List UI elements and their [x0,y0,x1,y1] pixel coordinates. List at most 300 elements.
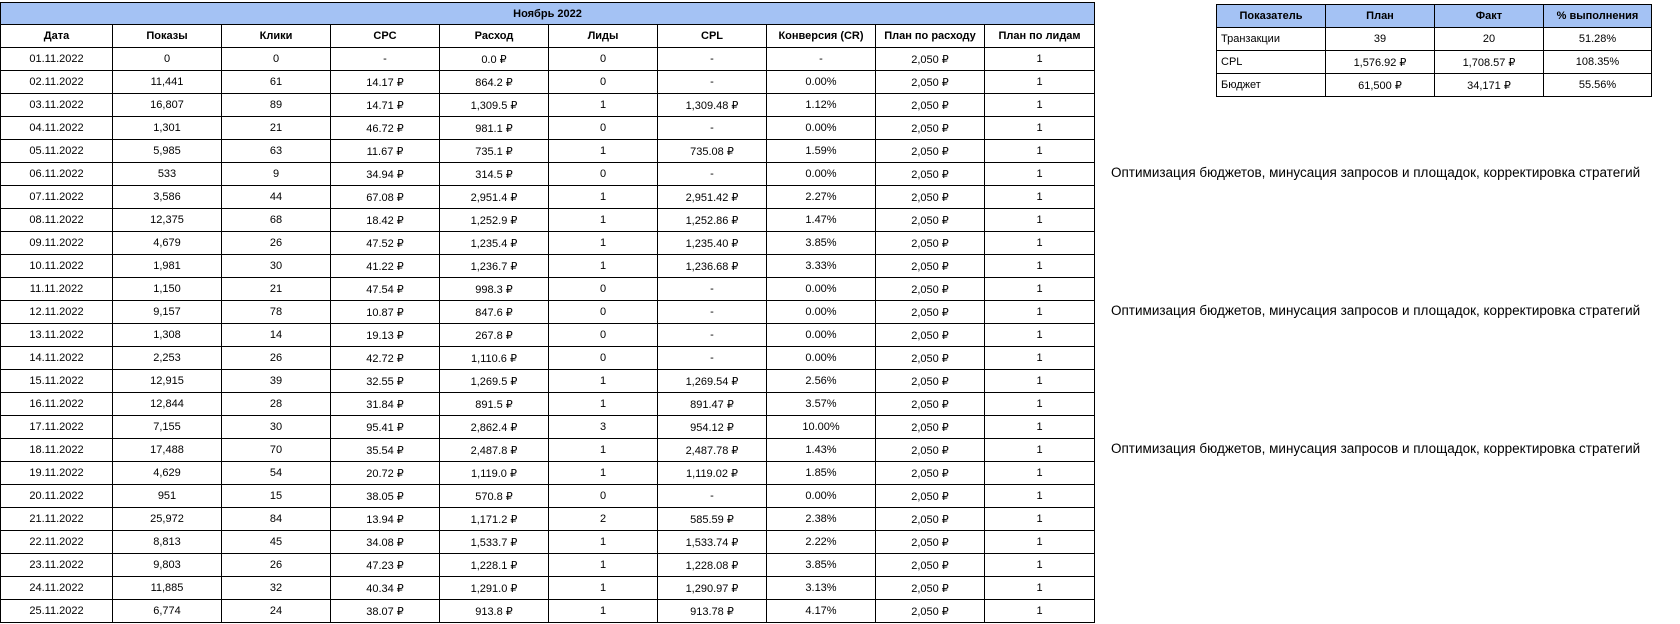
table-cell[interactable]: 1 [549,255,658,278]
table-cell[interactable]: 981.1 ₽ [440,117,549,140]
table-cell[interactable]: 4.17% [767,600,876,623]
table-cell[interactable]: 1,228.1 ₽ [440,554,549,577]
table-cell[interactable]: 1 [985,485,1095,508]
table-cell[interactable]: 1 [985,278,1095,301]
table-cell[interactable]: 1 [549,370,658,393]
table-cell[interactable]: 12,844 [113,393,222,416]
table-cell[interactable]: 25.11.2022 [1,600,113,623]
table-cell[interactable]: 41.22 ₽ [331,255,440,278]
table-cell[interactable]: 24.11.2022 [1,577,113,600]
table-cell[interactable]: 1,171.2 ₽ [440,508,549,531]
table-cell[interactable]: 45 [222,531,331,554]
table-cell[interactable]: 1 [985,117,1095,140]
table-cell[interactable]: 1 [985,347,1095,370]
table-cell[interactable]: - [658,278,767,301]
table-cell[interactable]: 18.11.2022 [1,439,113,462]
table-cell[interactable]: 89 [222,94,331,117]
table-cell[interactable]: 1 [549,186,658,209]
column-header[interactable]: Лиды [549,25,658,48]
table-row [1,209,1095,232]
table-cell[interactable]: 1,252.9 ₽ [440,209,549,232]
kpi-column-header[interactable]: Показатель [1217,5,1326,28]
table-cell[interactable]: 533 [113,163,222,186]
table-cell[interactable]: 2,050 ₽ [876,163,985,186]
table-cell[interactable]: 1 [985,71,1095,94]
table-cell[interactable]: 10.11.2022 [1,255,113,278]
table-cell[interactable]: 31.84 ₽ [331,393,440,416]
table-cell[interactable]: 1 [985,508,1095,531]
table-cell[interactable]: 2,050 ₽ [876,48,985,71]
table-cell[interactable]: - [767,48,876,71]
table-cell[interactable]: 30 [222,416,331,439]
table-cell[interactable]: 15 [222,485,331,508]
table-cell[interactable]: 0 [549,71,658,94]
table-cell[interactable]: 8,813 [113,531,222,554]
table-cell[interactable]: 1,235.4 ₽ [440,232,549,255]
table-cell[interactable]: 2.27% [767,186,876,209]
table-cell[interactable]: 11.11.2022 [1,278,113,301]
table-cell[interactable]: 84 [222,508,331,531]
table-cell[interactable]: 1.47% [767,209,876,232]
comment-note[interactable]: Оптимизация бюджетов, минусация запросов и площадок, корректировка стратегий [1111,164,1641,180]
table-cell[interactable]: 1 [985,531,1095,554]
table-cell[interactable]: 1,981 [113,255,222,278]
table-cell[interactable]: 954.12 ₽ [658,416,767,439]
table-cell[interactable]: 2,050 ₽ [876,577,985,600]
table-cell[interactable]: 12.11.2022 [1,301,113,324]
table-cell[interactable]: 2,050 ₽ [876,186,985,209]
kpi-cell[interactable]: CPL [1217,51,1326,74]
table-cell[interactable]: - [331,48,440,71]
column-header[interactable]: Клики [222,25,331,48]
table-cell[interactable]: 1 [985,393,1095,416]
table-cell[interactable]: 891.47 ₽ [658,393,767,416]
table-cell[interactable]: 913.78 ₽ [658,600,767,623]
table-cell[interactable]: 1 [985,462,1095,485]
table-cell[interactable]: 13.11.2022 [1,324,113,347]
kpi-cell[interactable]: 1,708.57 ₽ [1435,51,1544,74]
table-cell[interactable]: 3.57% [767,393,876,416]
table-cell[interactable]: 2,862.4 ₽ [440,416,549,439]
table-cell[interactable]: 16,807 [113,94,222,117]
table-cell[interactable]: 01.11.2022 [1,48,113,71]
table-cell[interactable]: 2,050 ₽ [876,600,985,623]
kpi-header-row [1217,5,1652,28]
table-cell[interactable]: 2,050 ₽ [876,416,985,439]
column-header[interactable]: План по расходу [876,25,985,48]
table-cell[interactable]: 2,050 ₽ [876,554,985,577]
table-cell[interactable]: 1 [985,370,1095,393]
table-cell[interactable]: 95.41 ₽ [331,416,440,439]
table-cell[interactable]: 1 [549,439,658,462]
table-cell[interactable]: 70 [222,439,331,462]
table-cell[interactable]: 1,309.5 ₽ [440,94,549,117]
table-cell[interactable]: 1,150 [113,278,222,301]
column-header[interactable]: Расход [440,25,549,48]
kpi-cell[interactable]: 20 [1435,28,1544,51]
table-cell[interactable]: 998.3 ₽ [440,278,549,301]
kpi-cell[interactable]: 55.56% [1544,74,1652,97]
table-cell[interactable]: 47.54 ₽ [331,278,440,301]
table-cell[interactable]: 2,951.42 ₽ [658,186,767,209]
table-cell[interactable]: 2,050 ₽ [876,209,985,232]
table-cell[interactable]: 2,487.8 ₽ [440,439,549,462]
table-cell[interactable]: 864.2 ₽ [440,71,549,94]
table-cell[interactable]: 12,375 [113,209,222,232]
table-cell[interactable]: 735.08 ₽ [658,140,767,163]
table-cell[interactable]: 1 [549,94,658,117]
table-cell[interactable]: 20.11.2022 [1,485,113,508]
table-cell[interactable]: 0.0 ₽ [440,48,549,71]
table-cell[interactable]: 314.5 ₽ [440,163,549,186]
table-cell[interactable]: 34.94 ₽ [331,163,440,186]
table-cell[interactable]: 14.71 ₽ [331,94,440,117]
table-cell[interactable]: 4,679 [113,232,222,255]
table-cell[interactable]: 09.11.2022 [1,232,113,255]
table-cell[interactable]: 1 [549,600,658,623]
table-cell[interactable]: 03.11.2022 [1,94,113,117]
table-cell[interactable]: 47.23 ₽ [331,554,440,577]
table-row [1,301,1095,324]
table-cell[interactable]: 6,774 [113,600,222,623]
table-cell[interactable]: 1 [985,232,1095,255]
kpi-cell[interactable]: 39 [1326,28,1435,51]
comment-note[interactable]: Оптимизация бюджетов, минусация запросов и площадок, корректировка стратегий [1111,440,1641,456]
table-cell[interactable]: 07.11.2022 [1,186,113,209]
table-cell[interactable]: 54 [222,462,331,485]
table-cell[interactable]: 9,803 [113,554,222,577]
kpi-column-header[interactable]: % выполнения [1544,5,1652,28]
table-cell[interactable]: 08.11.2022 [1,209,113,232]
table-cell[interactable]: 1 [549,577,658,600]
column-header[interactable]: CPL [658,25,767,48]
table-cell[interactable]: 2,050 ₽ [876,324,985,347]
table-cell[interactable]: 1 [549,531,658,554]
table-cell[interactable]: 0.00% [767,278,876,301]
kpi-cell[interactable]: 108.35% [1544,51,1652,74]
table-cell[interactable]: 2,050 ₽ [876,393,985,416]
table-cell[interactable]: 1,533.7 ₽ [440,531,549,554]
table-cell[interactable]: 1,309.48 ₽ [658,94,767,117]
table-cell[interactable]: 1,235.40 ₽ [658,232,767,255]
table-cell[interactable]: 1,533.74 ₽ [658,531,767,554]
table-cell[interactable]: 17,488 [113,439,222,462]
table-cell[interactable]: 10.87 ₽ [331,301,440,324]
column-header[interactable]: План по лидам [985,25,1095,48]
table-cell[interactable]: 14 [222,324,331,347]
table-cell[interactable]: 11,885 [113,577,222,600]
kpi-row [1217,28,1652,51]
kpi-column-header[interactable]: Факт [1435,5,1544,28]
table-cell[interactable]: 1 [985,324,1095,347]
table-cell[interactable]: 1.43% [767,439,876,462]
table-cell[interactable]: 1,301 [113,117,222,140]
table-cell[interactable]: 23.11.2022 [1,554,113,577]
table-cell[interactable]: 2.56% [767,370,876,393]
table-cell[interactable]: 14.11.2022 [1,347,113,370]
table-cell[interactable]: 2,050 ₽ [876,255,985,278]
table-cell[interactable]: 61 [222,71,331,94]
kpi-row [1217,74,1652,97]
table-row [1,140,1095,163]
table-cell[interactable]: 2,050 ₽ [876,531,985,554]
table-cell[interactable]: 35.54 ₽ [331,439,440,462]
table-cell[interactable]: 1,110.6 ₽ [440,347,549,370]
table-cell[interactable]: 44 [222,186,331,209]
table-cell[interactable]: 1 [985,209,1095,232]
table-cell[interactable]: 28 [222,393,331,416]
table-cell[interactable]: 11.67 ₽ [331,140,440,163]
table-cell[interactable]: 25,972 [113,508,222,531]
table-cell[interactable]: 1 [549,393,658,416]
table-cell[interactable]: 1 [985,439,1095,462]
table-cell[interactable]: 21 [222,117,331,140]
table-cell[interactable]: 2,050 ₽ [876,117,985,140]
table-cell[interactable]: 42.72 ₽ [331,347,440,370]
table-cell[interactable]: 3 [549,416,658,439]
table-cell[interactable]: 67.08 ₽ [331,186,440,209]
table-cell[interactable]: 21 [222,278,331,301]
table-cell[interactable]: - [658,163,767,186]
table-cell[interactable]: 1,119.02 ₽ [658,462,767,485]
table-cell[interactable]: 18.42 ₽ [331,209,440,232]
table-cell[interactable]: 1 [985,301,1095,324]
table-cell[interactable]: 06.11.2022 [1,163,113,186]
table-cell[interactable]: 4,629 [113,462,222,485]
table-cell[interactable]: 1 [985,186,1095,209]
table-cell[interactable]: 735.1 ₽ [440,140,549,163]
table-cell[interactable]: 2 [549,508,658,531]
table-cell[interactable]: 1 [985,577,1095,600]
table-cell[interactable]: 2,050 ₽ [876,71,985,94]
month-title-cell[interactable]: Ноябрь 2022 [1,3,1095,25]
table-cell[interactable]: 570.8 ₽ [440,485,549,508]
table-cell[interactable]: 11,441 [113,71,222,94]
table-row [1,232,1095,255]
table-cell[interactable]: 14.17 ₽ [331,71,440,94]
table-cell[interactable]: 2,253 [113,347,222,370]
table-cell[interactable]: 1 [985,163,1095,186]
table-cell[interactable]: 1 [549,232,658,255]
table-cell[interactable]: 3,586 [113,186,222,209]
table-cell[interactable]: - [658,485,767,508]
table-cell[interactable]: - [658,48,767,71]
table-cell[interactable]: 12,915 [113,370,222,393]
table-cell[interactable]: 1.12% [767,94,876,117]
table-row [1,163,1095,186]
table-cell[interactable]: 10.00% [767,416,876,439]
table-row [1,416,1095,439]
table-cell[interactable]: 1 [985,48,1095,71]
table-cell[interactable]: 2,050 ₽ [876,439,985,462]
table-cell[interactable]: 1,228.08 ₽ [658,554,767,577]
table-cell[interactable]: 1,252.86 ₽ [658,209,767,232]
table-cell[interactable]: 3.85% [767,554,876,577]
table-cell[interactable]: 2,050 ₽ [876,94,985,117]
column-header[interactable]: Конверсия (CR) [767,25,876,48]
table-row [1,462,1095,485]
kpi-row [1217,51,1652,74]
table-cell[interactable]: 24 [222,600,331,623]
table-cell[interactable]: 34.08 ₽ [331,531,440,554]
table-cell[interactable]: 0 [549,485,658,508]
table-cell[interactable]: 1,308 [113,324,222,347]
table-cell[interactable]: - [658,71,767,94]
table-cell[interactable]: 0.00% [767,485,876,508]
table-cell[interactable]: 1 [985,600,1095,623]
table-cell[interactable]: 0.00% [767,71,876,94]
table-cell[interactable]: 9,157 [113,301,222,324]
table-cell[interactable]: 21.11.2022 [1,508,113,531]
table-cell[interactable]: 26 [222,554,331,577]
table-cell[interactable]: 2,487.78 ₽ [658,439,767,462]
table-cell[interactable]: 1 [549,140,658,163]
table-cell[interactable]: 19.11.2022 [1,462,113,485]
table-cell[interactable]: 30 [222,255,331,278]
table-cell[interactable]: 38.05 ₽ [331,485,440,508]
table-cell[interactable]: 913.8 ₽ [440,600,549,623]
table-cell[interactable]: 7,155 [113,416,222,439]
table-cell[interactable]: 39 [222,370,331,393]
table-cell[interactable]: 78 [222,301,331,324]
table-cell[interactable]: 1,236.7 ₽ [440,255,549,278]
table-cell[interactable]: 05.11.2022 [1,140,113,163]
table-cell[interactable]: 2,050 ₽ [876,232,985,255]
table-cell[interactable]: - [658,324,767,347]
table-cell[interactable]: 1,119.0 ₽ [440,462,549,485]
comment-note[interactable]: Оптимизация бюджетов, минусация запросов и площадок, корректировка стратегий [1111,302,1641,318]
table-cell[interactable]: 2.38% [767,508,876,531]
table-cell[interactable]: 15.11.2022 [1,370,113,393]
table-cell[interactable]: 1 [985,94,1095,117]
table-cell[interactable]: 02.11.2022 [1,71,113,94]
table-cell[interactable]: 40.34 ₽ [331,577,440,600]
table-cell[interactable]: 04.11.2022 [1,117,113,140]
table-cell[interactable]: 0 [549,163,658,186]
table-cell[interactable]: 1,236.68 ₽ [658,255,767,278]
kpi-summary-table [1216,4,1652,97]
kpi-cell[interactable]: 51.28% [1544,28,1652,51]
table-cell[interactable]: 2,050 ₽ [876,278,985,301]
table-cell[interactable]: 0 [222,48,331,71]
table-cell[interactable]: 17.11.2022 [1,416,113,439]
table-cell[interactable]: 2,951.4 ₽ [440,186,549,209]
table-cell[interactable]: 3.13% [767,577,876,600]
table-cell[interactable]: 1,291.0 ₽ [440,577,549,600]
table-row [1,439,1095,462]
column-header[interactable]: Дата [1,25,113,48]
table-cell[interactable]: 2.22% [767,531,876,554]
table-cell[interactable]: 0 [549,117,658,140]
table-cell[interactable]: 26 [222,232,331,255]
table-cell[interactable]: 2,050 ₽ [876,347,985,370]
table-row [1,255,1095,278]
table-cell[interactable]: 2,050 ₽ [876,485,985,508]
table-cell[interactable]: 0 [549,48,658,71]
table-cell[interactable]: 0.00% [767,301,876,324]
kpi-cell[interactable]: Транзакции [1217,28,1326,51]
table-cell[interactable]: 1 [985,416,1095,439]
table-cell[interactable]: 22.11.2022 [1,531,113,554]
table-cell[interactable]: 16.11.2022 [1,393,113,416]
table-cell[interactable]: 847.6 ₽ [440,301,549,324]
table-row [1,531,1095,554]
table-cell[interactable]: 0.00% [767,324,876,347]
kpi-column-header[interactable]: План [1326,5,1435,28]
kpi-cell[interactable]: 1,576.92 ₽ [1326,51,1435,74]
table-cell[interactable]: 1,269.54 ₽ [658,370,767,393]
table-cell[interactable]: 0 [549,301,658,324]
table-cell[interactable]: 1.59% [767,140,876,163]
table-cell[interactable]: - [658,347,767,370]
table-cell[interactable]: 1 [985,255,1095,278]
kpi-cell[interactable]: 34,171 ₽ [1435,74,1544,97]
table-cell[interactable]: 1,290.97 ₽ [658,577,767,600]
daily-stats-table [0,2,1095,623]
table-cell[interactable]: 0 [549,324,658,347]
table-cell[interactable]: 2,050 ₽ [876,140,985,163]
table-cell[interactable]: 1 [985,554,1095,577]
table-row [1,370,1095,393]
kpi-cell[interactable]: 61,500 ₽ [1326,74,1435,97]
table-cell[interactable]: 2,050 ₽ [876,301,985,324]
column-header[interactable]: CPC [331,25,440,48]
table-cell[interactable]: 951 [113,485,222,508]
table-cell[interactable]: 585.59 ₽ [658,508,767,531]
table-cell[interactable]: 26 [222,347,331,370]
table-cell[interactable]: 38.07 ₽ [331,600,440,623]
table-cell[interactable]: 19.13 ₽ [331,324,440,347]
table-cell[interactable]: 47.52 ₽ [331,232,440,255]
table-cell[interactable]: 0 [549,347,658,370]
table-cell[interactable]: 267.8 ₽ [440,324,549,347]
table-cell[interactable]: 63 [222,140,331,163]
table-cell[interactable]: 1 [549,554,658,577]
table-cell[interactable]: 68 [222,209,331,232]
table-cell[interactable]: 3.85% [767,232,876,255]
table-cell[interactable]: 2,050 ₽ [876,462,985,485]
table-cell[interactable]: 46.72 ₽ [331,117,440,140]
table-cell[interactable]: 891.5 ₽ [440,393,549,416]
table-cell[interactable]: 2,050 ₽ [876,370,985,393]
table-cell[interactable]: 0 [113,48,222,71]
table-cell[interactable]: 0.00% [767,347,876,370]
table-cell[interactable]: 3.33% [767,255,876,278]
table-cell[interactable]: 32.55 ₽ [331,370,440,393]
table-row [1,278,1095,301]
table-cell[interactable]: 1 [985,140,1095,163]
column-header[interactable]: Показы [113,25,222,48]
table-cell[interactable]: 0 [549,278,658,301]
table-cell[interactable]: 9 [222,163,331,186]
table-cell[interactable]: 1 [549,462,658,485]
kpi-cell[interactable]: Бюджет [1217,74,1326,97]
table-cell[interactable]: - [658,301,767,324]
table-cell[interactable]: 2,050 ₽ [876,508,985,531]
table-cell[interactable]: 1,269.5 ₽ [440,370,549,393]
table-row [1,347,1095,370]
table-cell[interactable]: 32 [222,577,331,600]
table-cell[interactable]: 1.85% [767,462,876,485]
table-cell[interactable]: 20.72 ₽ [331,462,440,485]
table-cell[interactable]: 13.94 ₽ [331,508,440,531]
table-cell[interactable]: - [658,117,767,140]
table-cell[interactable]: 1 [549,209,658,232]
table-row [1,48,1095,71]
table-cell[interactable]: 0.00% [767,163,876,186]
table-cell[interactable]: 0.00% [767,117,876,140]
table-cell[interactable]: 5,985 [113,140,222,163]
